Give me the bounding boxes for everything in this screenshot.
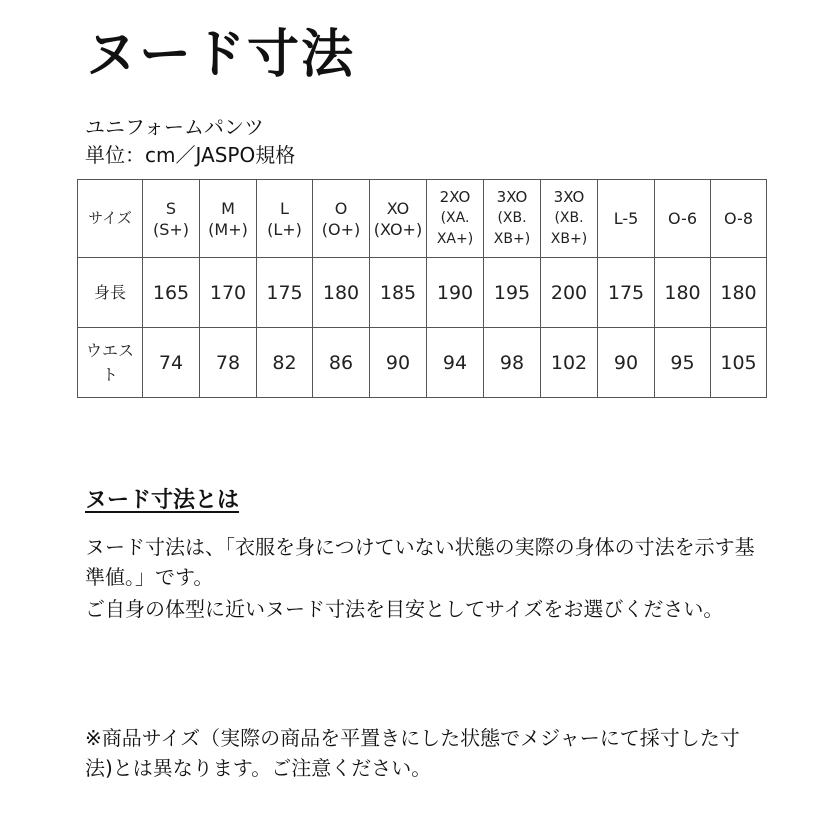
table-cell: 175: [598, 258, 655, 328]
waist-label-cell: ウエスト: [78, 328, 143, 398]
table-cell: 90: [598, 328, 655, 398]
size-col-header: S (S+): [143, 180, 200, 258]
table-cell: 94: [427, 328, 484, 398]
size-col-header: L (L+): [257, 180, 313, 258]
table-cell: 200: [541, 258, 598, 328]
size-col-header: 3XO (XB. XB+): [484, 180, 541, 258]
table-cell: 78: [200, 328, 257, 398]
table-cell: 180: [313, 258, 370, 328]
table-cell: 98: [484, 328, 541, 398]
size-col-header: XO (XO+): [370, 180, 427, 258]
page-title: ヌード寸法: [85, 25, 356, 85]
size-header-row: [78, 180, 767, 258]
about-heading: ヌード寸法とは: [85, 488, 240, 513]
table-cell: 170: [200, 258, 257, 328]
table-cell: 185: [370, 258, 427, 328]
about-paragraph-guidance: ご自身の体型に近いヌード寸法を目安としてサイズをお選びください。: [85, 597, 724, 621]
table-cell: 165: [143, 258, 200, 328]
size-table: [77, 179, 767, 398]
product-subtitle: ユニフォームパンツ: [85, 115, 264, 139]
table-cell: 74: [143, 328, 200, 398]
height-row: [78, 258, 767, 328]
table-cell: 190: [427, 258, 484, 328]
disclaimer-note: ※商品サイズ（実際の商品を平置きにした状態でメジャーにて採寸した寸法)とは異なります。ご注意ください。: [85, 726, 740, 780]
size-col-header: 2XO (XA. XA+): [427, 180, 484, 258]
table-cell: 86: [313, 328, 370, 398]
table-cell: 90: [370, 328, 427, 398]
about-paragraph-definition: ヌード寸法は、「衣服を身につけていない状態の実際の身体の寸法を示す基準値。」です。: [85, 535, 755, 589]
table-cell: 105: [711, 328, 767, 398]
size-col-header: O-6: [655, 180, 711, 258]
table-cell: 195: [484, 258, 541, 328]
table-cell: 82: [257, 328, 313, 398]
size-col-header: L-5: [598, 180, 655, 258]
size-label-cell: サイズ: [78, 180, 143, 258]
size-col-header: M (M+): [200, 180, 257, 258]
table-cell: 180: [711, 258, 767, 328]
table-cell: 95: [655, 328, 711, 398]
table-cell: 175: [257, 258, 313, 328]
unit-note: 単位：cm／JASPO規格: [85, 143, 296, 167]
size-col-header: O (O+): [313, 180, 370, 258]
waist-row: [78, 328, 767, 398]
table-cell: 102: [541, 328, 598, 398]
height-label-cell: 身長: [78, 258, 143, 328]
size-col-header: 3XO (XB. XB+): [541, 180, 598, 258]
size-col-header: O-8: [711, 180, 767, 258]
table-cell: 180: [655, 258, 711, 328]
